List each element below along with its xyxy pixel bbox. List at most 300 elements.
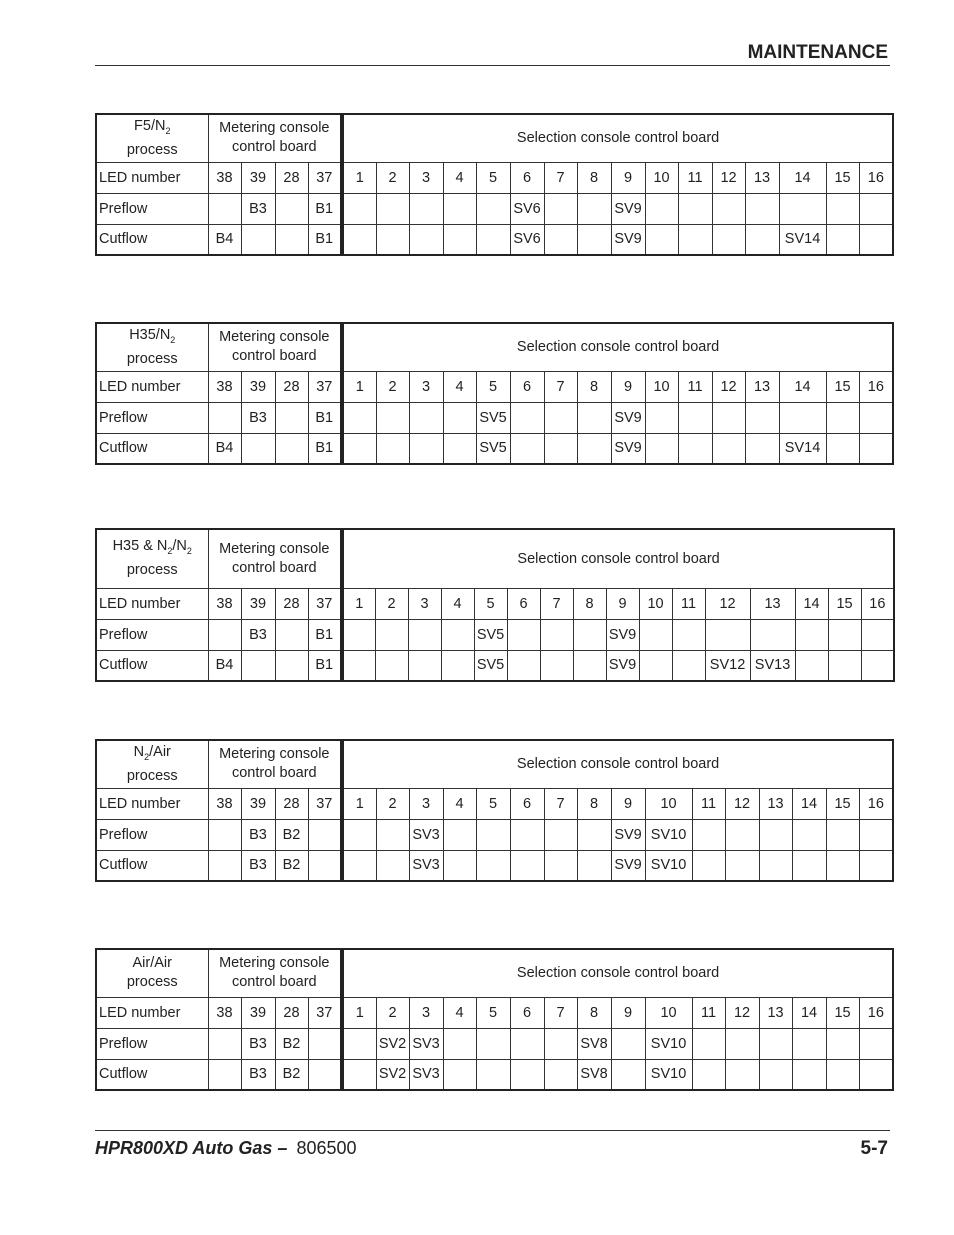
process-label: process [126, 974, 178, 991]
cutflow-valve-cell [544, 224, 577, 255]
row-label-preflow: Preflow [96, 402, 208, 433]
preflow-valve-cell [759, 1028, 792, 1059]
metering-led-number: 39 [241, 162, 275, 193]
process-label: process [126, 141, 178, 158]
cutflow-valve-cell [692, 850, 725, 881]
cutflow-valve-cell: SV10 [645, 1059, 692, 1090]
process-name: H35/N [129, 326, 171, 343]
preflow-valve-cell [826, 193, 859, 224]
cutflow-valve-cell [639, 650, 672, 681]
selection-led-number: 5 [476, 371, 510, 402]
preflow-valve-cell [795, 619, 828, 650]
metering-led-number: 38 [208, 788, 241, 819]
cutflow-valve-cell: B2 [275, 1059, 308, 1090]
selection-led-number: 14 [792, 788, 826, 819]
preflow-valve-cell [828, 619, 861, 650]
cutflow-valve-cell [241, 433, 275, 464]
metering-led-number: 38 [208, 371, 241, 402]
preflow-valve-cell [342, 619, 375, 650]
cutflow-valve-cell [544, 1059, 577, 1090]
preflow-valve-cell [705, 619, 750, 650]
preflow-valve-cell [859, 193, 893, 224]
cutflow-valve-cell: SV3 [409, 850, 443, 881]
preflow-valve-cell [208, 1028, 241, 1059]
process-name: N [133, 743, 145, 760]
selection-led-number: 10 [645, 997, 692, 1028]
selection-led-number: 6 [507, 588, 540, 619]
cutflow-valve-cell [275, 650, 308, 681]
cutflow-valve-cell [712, 433, 745, 464]
process-name-suffix: /N [172, 538, 187, 555]
cutflow-valve-cell [859, 1059, 893, 1090]
metering-led-number: 37 [308, 588, 342, 619]
cutflow-valve-cell [645, 224, 678, 255]
preflow-valve-cell: B3 [241, 402, 275, 433]
selection-led-number: 13 [745, 371, 779, 402]
preflow-valve-cell [692, 819, 725, 850]
metering-led-number: 38 [208, 997, 241, 1028]
metering-label-1: Metering console [219, 120, 330, 137]
metering-led-number: 37 [308, 997, 342, 1028]
preflow-valve-cell [712, 402, 745, 433]
selection-led-number: 16 [859, 371, 893, 402]
metering-led-number: 39 [241, 371, 275, 402]
cutflow-valve-cell: B1 [308, 650, 342, 681]
selection-led-number: 8 [577, 997, 611, 1028]
cutflow-valve-cell [443, 850, 476, 881]
preflow-valve-cell [342, 402, 376, 433]
process-subscript: 2 [167, 546, 173, 557]
row-label-cutflow: Cutflow [96, 650, 208, 681]
selection-led-number: 9 [611, 997, 645, 1028]
cutflow-valve-cell [308, 1059, 342, 1090]
selection-led-number: 4 [443, 997, 476, 1028]
cutflow-valve-cell [678, 224, 712, 255]
process-subscript: 2 [170, 334, 176, 345]
cutflow-valve-cell: SV10 [645, 850, 692, 881]
metering-led-number: 39 [241, 997, 275, 1028]
cutflow-valve-cell [692, 1059, 725, 1090]
cutflow-valve-cell [443, 1059, 476, 1090]
cutflow-valve-cell [275, 224, 308, 255]
cutflow-valve-cell: B1 [308, 433, 342, 464]
selection-led-number: 1 [342, 162, 376, 193]
cutflow-valve-cell [544, 850, 577, 881]
metering-led-number: 28 [275, 588, 308, 619]
metering-console-header [208, 740, 342, 788]
preflow-valve-cell: B1 [308, 193, 342, 224]
preflow-valve-cell: B1 [308, 402, 342, 433]
process-name: Air/Air [132, 955, 172, 972]
preflow-valve-cell: B3 [241, 1028, 275, 1059]
metering-label-2: control board [231, 139, 317, 156]
selection-led-number: 12 [725, 997, 759, 1028]
preflow-valve-cell [308, 819, 342, 850]
metering-label-2: control board [231, 348, 317, 365]
cutflow-valve-cell [611, 1059, 645, 1090]
cutflow-valve-cell [577, 433, 611, 464]
row-label-led: LED number [96, 997, 208, 1028]
preflow-valve-cell [792, 819, 826, 850]
cutflow-valve-cell: B4 [208, 224, 241, 255]
cutflow-valve-cell [443, 433, 476, 464]
footer-page-number: 5-7 [860, 1138, 888, 1159]
preflow-valve-cell [443, 402, 476, 433]
cutflow-valve-cell: SV9 [611, 433, 645, 464]
preflow-valve-cell [577, 402, 611, 433]
header-rule [95, 65, 890, 66]
cutflow-valve-cell [208, 1059, 241, 1090]
selection-led-number: 11 [678, 162, 712, 193]
preflow-valve-cell [443, 819, 476, 850]
selection-led-number: 16 [859, 997, 893, 1028]
selection-led-number: 13 [745, 162, 779, 193]
cutflow-valve-cell [573, 650, 606, 681]
cutflow-valve-cell: SV6 [510, 224, 544, 255]
cutflow-valve-cell [745, 224, 779, 255]
cutflow-valve-cell: SV5 [474, 650, 507, 681]
selection-led-number: 9 [611, 788, 645, 819]
selection-led-number: 5 [476, 788, 510, 819]
cutflow-valve-cell: B2 [275, 850, 308, 881]
cutflow-valve-cell [826, 1059, 859, 1090]
selection-led-number: 15 [828, 588, 861, 619]
selection-led-number: 15 [826, 788, 859, 819]
cutflow-valve-cell [510, 850, 544, 881]
metering-label-1: Metering console [219, 329, 330, 346]
selection-led-number: 1 [342, 788, 376, 819]
metering-console-header [208, 529, 342, 588]
preflow-valve-cell [611, 1028, 645, 1059]
preflow-valve-cell [577, 193, 611, 224]
metering-label-2: control board [231, 974, 317, 991]
preflow-valve-cell [342, 819, 376, 850]
process-subscript: 2 [165, 125, 171, 136]
preflow-valve-cell: B2 [275, 819, 308, 850]
selection-led-number: 16 [859, 162, 893, 193]
selection-led-number: 2 [376, 371, 409, 402]
cutflow-valve-cell: B3 [241, 850, 275, 881]
preflow-valve-cell [792, 1028, 826, 1059]
selection-console-header: Selection console control board [342, 114, 893, 162]
preflow-valve-cell [443, 193, 476, 224]
selection-led-number: 5 [474, 588, 507, 619]
cutflow-valve-cell: B3 [241, 1059, 275, 1090]
preflow-valve-cell: SV9 [611, 402, 645, 433]
preflow-valve-cell [510, 819, 544, 850]
preflow-valve-cell [712, 193, 745, 224]
cutflow-valve-cell [441, 650, 474, 681]
preflow-valve-cell [476, 819, 510, 850]
selection-led-number: 11 [672, 588, 705, 619]
preflow-valve-cell [678, 193, 712, 224]
cutflow-valve-cell: B4 [208, 433, 241, 464]
metering-led-number: 37 [308, 162, 342, 193]
process-name-cell [96, 949, 208, 997]
preflow-valve-cell: B2 [275, 1028, 308, 1059]
selection-led-number: 7 [544, 997, 577, 1028]
preflow-valve-cell [750, 619, 795, 650]
preflow-valve-cell [692, 1028, 725, 1059]
selection-led-number: 2 [376, 162, 409, 193]
preflow-valve-cell [779, 402, 826, 433]
preflow-valve-cell [342, 1028, 376, 1059]
selection-led-number: 12 [712, 371, 745, 402]
preflow-valve-cell [725, 819, 759, 850]
row-label-led: LED number [96, 588, 208, 619]
cutflow-valve-cell [759, 1059, 792, 1090]
selection-led-number: 13 [759, 997, 792, 1028]
selection-led-number: 14 [795, 588, 828, 619]
selection-led-number: 4 [443, 788, 476, 819]
cutflow-valve-cell [342, 1059, 376, 1090]
cutflow-valve-cell [826, 850, 859, 881]
selection-led-number: 3 [409, 162, 443, 193]
cutflow-valve-cell: SV2 [376, 1059, 409, 1090]
preflow-valve-cell [859, 819, 893, 850]
row-label-preflow: Preflow [96, 1028, 208, 1059]
metering-led-number: 37 [308, 371, 342, 402]
preflow-valve-cell [208, 402, 241, 433]
preflow-valve-cell [826, 1028, 859, 1059]
cutflow-valve-cell [678, 433, 712, 464]
gas-table-5 [95, 948, 894, 1091]
selection-led-number: 5 [476, 997, 510, 1028]
cutflow-valve-cell [507, 650, 540, 681]
row-label-preflow: Preflow [96, 619, 208, 650]
cutflow-valve-cell [409, 224, 443, 255]
metering-console-header [208, 323, 342, 371]
selection-led-number: 4 [443, 371, 476, 402]
preflow-valve-cell [577, 819, 611, 850]
cutflow-valve-cell: SV8 [577, 1059, 611, 1090]
cutflow-valve-cell [859, 224, 893, 255]
metering-label-1: Metering console [219, 746, 330, 763]
cutflow-valve-cell [795, 650, 828, 681]
selection-led-number: 11 [692, 997, 725, 1028]
cutflow-valve-cell [476, 1059, 510, 1090]
selection-led-number: 3 [409, 371, 443, 402]
selection-led-number: 4 [441, 588, 474, 619]
selection-led-number: 2 [376, 997, 409, 1028]
preflow-valve-cell [376, 193, 409, 224]
process-label: process [126, 562, 178, 579]
selection-led-number: 10 [645, 162, 678, 193]
selection-led-number: 7 [544, 162, 577, 193]
selection-led-number: 6 [510, 997, 544, 1028]
process-label: process [126, 350, 178, 367]
selection-led-number: 3 [408, 588, 441, 619]
cutflow-valve-cell [725, 1059, 759, 1090]
selection-led-number: 15 [826, 371, 859, 402]
selection-led-number: 3 [409, 788, 443, 819]
selection-led-number: 8 [577, 162, 611, 193]
preflow-valve-cell: SV10 [645, 1028, 692, 1059]
row-label-cutflow: Cutflow [96, 1059, 208, 1090]
cutflow-valve-cell [725, 850, 759, 881]
cutflow-valve-cell [859, 850, 893, 881]
cutflow-valve-cell [342, 650, 375, 681]
selection-led-number: 1 [342, 371, 376, 402]
preflow-valve-cell [745, 402, 779, 433]
preflow-valve-cell: B3 [241, 619, 275, 650]
selection-led-number: 13 [759, 788, 792, 819]
preflow-valve-cell [376, 819, 409, 850]
metering-led-number: 39 [241, 588, 275, 619]
preflow-valve-cell [443, 1028, 476, 1059]
metering-led-number: 28 [275, 371, 308, 402]
cutflow-valve-cell [476, 850, 510, 881]
selection-led-number: 2 [375, 588, 408, 619]
process-subscript-2: 2 [186, 546, 192, 557]
metering-led-number: 28 [275, 162, 308, 193]
selection-console-header: Selection console control board [342, 740, 893, 788]
preflow-valve-cell: B1 [308, 619, 342, 650]
preflow-valve-cell: SV9 [611, 193, 645, 224]
selection-led-number: 4 [443, 162, 476, 193]
process-name-cell [96, 740, 208, 788]
cutflow-valve-cell [826, 433, 859, 464]
cutflow-valve-cell: SV5 [476, 433, 510, 464]
metering-label-1: Metering console [219, 955, 330, 972]
preflow-valve-cell [859, 402, 893, 433]
preflow-valve-cell: SV9 [611, 819, 645, 850]
cutflow-valve-cell [342, 850, 376, 881]
cutflow-valve-cell [241, 224, 275, 255]
row-label-preflow: Preflow [96, 819, 208, 850]
selection-console-header: Selection console control board [342, 949, 893, 997]
preflow-valve-cell [441, 619, 474, 650]
cutflow-valve-cell [375, 650, 408, 681]
cutflow-valve-cell [476, 224, 510, 255]
footer-doc-number: 806500 [296, 1138, 357, 1158]
selection-led-number: 7 [544, 788, 577, 819]
gas-table-4 [95, 739, 894, 882]
cutflow-valve-cell [792, 1059, 826, 1090]
row-label-cutflow: Cutflow [96, 850, 208, 881]
cutflow-valve-cell [342, 224, 376, 255]
cutflow-valve-cell [308, 850, 342, 881]
selection-led-number: 1 [342, 997, 376, 1028]
cutflow-valve-cell [510, 1059, 544, 1090]
selection-led-number: 8 [573, 588, 606, 619]
preflow-valve-cell [725, 1028, 759, 1059]
selection-led-number: 9 [611, 371, 645, 402]
preflow-valve-cell [342, 193, 376, 224]
preflow-valve-cell [544, 1028, 577, 1059]
preflow-valve-cell [275, 193, 308, 224]
cutflow-valve-cell [712, 224, 745, 255]
selection-led-number: 9 [606, 588, 639, 619]
selection-led-number: 13 [750, 588, 795, 619]
footer-product: HPR800XD Auto Gas [95, 1138, 273, 1158]
cutflow-valve-cell: SV3 [409, 1059, 443, 1090]
metering-console-header [208, 949, 342, 997]
preflow-valve-cell: SV9 [606, 619, 639, 650]
selection-led-number: 15 [826, 162, 859, 193]
metering-led-number: 38 [208, 588, 241, 619]
cutflow-valve-cell [408, 650, 441, 681]
cutflow-valve-cell [792, 850, 826, 881]
preflow-valve-cell [678, 402, 712, 433]
preflow-valve-cell [275, 619, 308, 650]
cutflow-valve-cell [208, 850, 241, 881]
cutflow-valve-cell [828, 650, 861, 681]
preflow-valve-cell [408, 619, 441, 650]
cutflow-valve-cell [443, 224, 476, 255]
preflow-valve-cell [510, 1028, 544, 1059]
cutflow-valve-cell [540, 650, 573, 681]
cutflow-valve-cell [510, 433, 544, 464]
preflow-valve-cell [544, 193, 577, 224]
cutflow-valve-cell [577, 850, 611, 881]
preflow-valve-cell [540, 619, 573, 650]
cutflow-valve-cell: SV9 [611, 850, 645, 881]
process-name: F5/N [134, 117, 166, 134]
selection-led-number: 12 [712, 162, 745, 193]
row-label-led: LED number [96, 371, 208, 402]
preflow-valve-cell: SV5 [476, 402, 510, 433]
preflow-valve-cell [859, 1028, 893, 1059]
preflow-valve-cell [409, 193, 443, 224]
preflow-valve-cell [672, 619, 705, 650]
gas-table-3 [95, 528, 895, 682]
process-name-cell [96, 529, 208, 588]
selection-console-header: Selection console control board [342, 529, 894, 588]
row-label-cutflow: Cutflow [96, 224, 208, 255]
cutflow-valve-cell [745, 433, 779, 464]
cutflow-valve-cell [342, 433, 376, 464]
selection-led-number: 11 [678, 371, 712, 402]
cutflow-valve-cell: B4 [208, 650, 241, 681]
preflow-valve-cell [544, 819, 577, 850]
metering-led-number: 28 [275, 788, 308, 819]
metering-led-number: 37 [308, 788, 342, 819]
selection-led-number: 8 [577, 788, 611, 819]
preflow-valve-cell [826, 402, 859, 433]
metering-led-number: 28 [275, 997, 308, 1028]
cutflow-valve-cell [241, 650, 275, 681]
cutflow-valve-cell: SV14 [779, 224, 826, 255]
cutflow-valve-cell [859, 433, 893, 464]
cutflow-valve-cell [275, 433, 308, 464]
cutflow-valve-cell [645, 433, 678, 464]
preflow-valve-cell [759, 819, 792, 850]
selection-led-number: 1 [342, 588, 375, 619]
cutflow-valve-cell [376, 850, 409, 881]
preflow-valve-cell [476, 1028, 510, 1059]
selection-console-header: Selection console control board [342, 323, 893, 371]
row-label-led: LED number [96, 788, 208, 819]
selection-led-number: 14 [779, 162, 826, 193]
footer-doc-info [95, 1138, 357, 1159]
gas-table-2 [95, 322, 894, 465]
preflow-valve-cell [645, 402, 678, 433]
selection-led-number: 2 [376, 788, 409, 819]
cutflow-valve-cell: SV9 [611, 224, 645, 255]
preflow-valve-cell [308, 1028, 342, 1059]
cutflow-valve-cell: B1 [308, 224, 342, 255]
selection-led-number: 7 [544, 371, 577, 402]
process-subscript: 2 [144, 751, 150, 762]
selection-led-number: 14 [779, 371, 826, 402]
preflow-valve-cell: SV10 [645, 819, 692, 850]
preflow-valve-cell [639, 619, 672, 650]
selection-led-number: 14 [792, 997, 826, 1028]
selection-led-number: 6 [510, 788, 544, 819]
selection-led-number: 12 [705, 588, 750, 619]
metering-label-1: Metering console [219, 540, 330, 557]
